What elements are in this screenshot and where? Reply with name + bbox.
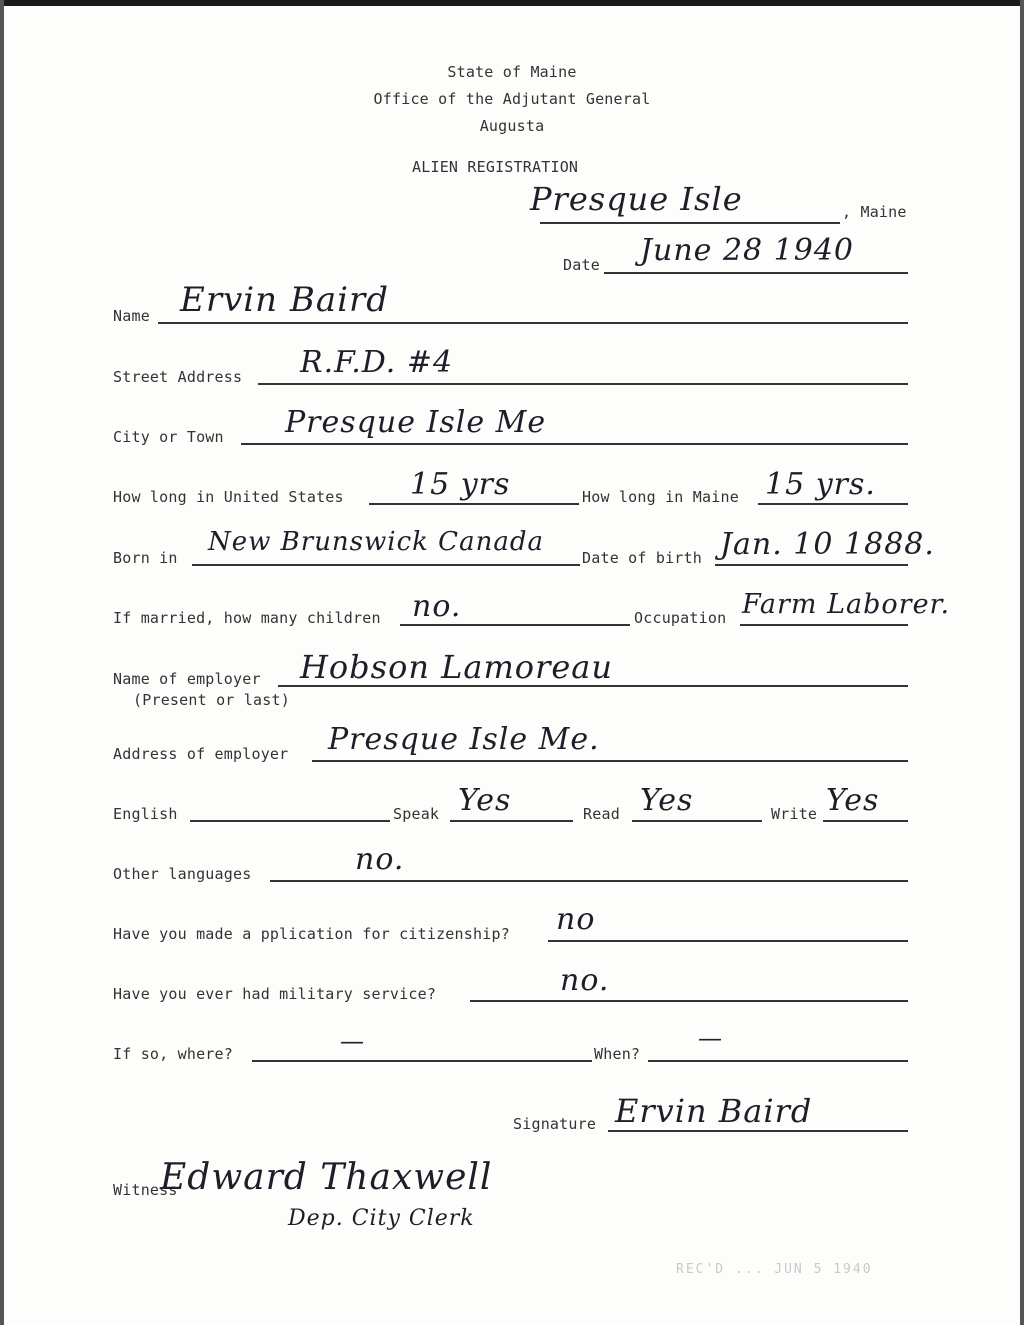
place-handwritten: Presque Isle (530, 180, 743, 218)
other-languages-line (270, 880, 908, 882)
when-line (648, 1060, 908, 1062)
place-line (540, 222, 840, 224)
received-stamp: REC'D ... JUN 5 1940 (676, 1262, 873, 1277)
employer-value: Hobson Lamoreau (300, 648, 613, 686)
employer-sublabel: (Present or last) (133, 691, 290, 709)
read-label: Read (583, 805, 620, 823)
citizenship-line (548, 940, 908, 942)
when-value: — (698, 1024, 723, 1052)
name-line (158, 322, 908, 324)
witness-label: Witness (113, 1181, 178, 1199)
military-value: no. (560, 963, 610, 998)
occupation-line (740, 624, 908, 626)
how-long-us-line (369, 503, 579, 505)
speak-line (450, 820, 573, 822)
witness-signature: Edward Thaxwell (160, 1157, 493, 1198)
scan-border-left (0, 0, 4, 1325)
occupation-label: Occupation (634, 609, 727, 627)
other-languages-value: no. (355, 842, 405, 877)
write-line (823, 820, 908, 822)
write-value: Yes (826, 783, 880, 818)
city-label: City or Town (113, 428, 224, 446)
name-label: Name (113, 307, 150, 325)
how-long-us-value: 15 yrs (410, 467, 511, 502)
date-of-birth-value: Jan. 10 1888. (720, 527, 935, 562)
form-title: ALIEN REGISTRATION (412, 158, 579, 176)
date-handwritten: June 28 1940 (640, 233, 855, 268)
where-label: If so, where? (113, 1045, 233, 1063)
how-long-maine-line (758, 503, 908, 505)
employer-label: Name of employer (113, 670, 261, 688)
where-value: — (340, 1027, 365, 1055)
scan-border-top (0, 0, 1024, 6)
born-in-line (192, 564, 580, 566)
header-city: Augusta (479, 117, 545, 135)
employer-address-value: Presque Isle Me. (328, 722, 600, 757)
read-value: Yes (640, 783, 694, 818)
when-label: When? (594, 1045, 641, 1063)
other-languages-label: Other languages (113, 865, 252, 883)
citizenship-value: no (556, 902, 596, 937)
citizenship-label: Have you made a pplication for citizenship? (113, 925, 510, 943)
header-office: Office of the Adjutant General (373, 90, 651, 108)
header-state: State of Maine (447, 63, 577, 81)
english-line (190, 820, 390, 822)
children-value: no. (412, 589, 462, 624)
employer-address-line (312, 760, 908, 762)
born-in-label: Born in (113, 549, 178, 567)
where-line (252, 1060, 592, 1062)
children-label: If married, how many children (113, 609, 381, 627)
date-of-birth-label: Date of birth (582, 549, 702, 567)
date-of-birth-line (715, 564, 908, 566)
read-line (632, 820, 762, 822)
signature-label: Signature (513, 1115, 597, 1133)
how-long-us-label: How long in United States (113, 488, 344, 506)
employer-line (278, 685, 908, 687)
city-value: Presque Isle Me (285, 405, 547, 440)
military-label: Have you ever had military service? (113, 985, 437, 1003)
military-line (470, 1000, 908, 1002)
date-label: Date (563, 256, 600, 274)
city-line (241, 443, 908, 445)
witness-title: Dep. City Clerk (288, 1206, 475, 1231)
place-suffix: , Maine (842, 203, 907, 221)
write-label: Write (771, 805, 818, 823)
occupation-value: Farm Laborer. (742, 589, 951, 620)
street-line (258, 383, 908, 385)
how-long-maine-value: 15 yrs. (765, 467, 876, 502)
street-value: R.F.D. #4 (300, 345, 454, 380)
english-label: English (113, 805, 178, 823)
signature-value: Ervin Baird (615, 1092, 813, 1130)
street-label: Street Address (113, 368, 243, 386)
signature-line (608, 1130, 908, 1132)
scan-border-right (1020, 0, 1024, 1325)
speak-value: Yes (458, 783, 512, 818)
employer-address-label: Address of employer (113, 745, 289, 763)
born-in-value: New Brunswick Canada (208, 527, 544, 557)
speak-label: Speak (393, 805, 440, 823)
name-value: Ervin Baird (180, 280, 390, 320)
how-long-maine-label: How long in Maine (582, 488, 739, 506)
children-line (400, 624, 630, 626)
date-line (604, 272, 908, 274)
